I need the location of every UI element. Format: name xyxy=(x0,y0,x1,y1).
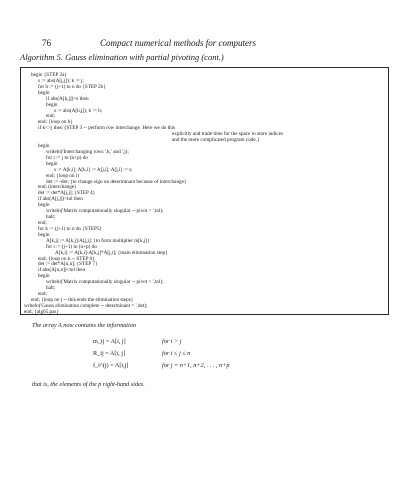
code-line: det := det*A[j,j]; {STEP 4} xyxy=(38,190,96,197)
equation-condition: for i > j xyxy=(162,338,182,345)
code-line: writeln('Interchanging rows ',k,' and ',j); xyxy=(46,148,129,155)
code-line: if k<>j then {STEP 3 -- perform row interchange. Here we do this xyxy=(38,125,176,132)
code-line: end; {loop on k -- STEP 6} xyxy=(38,255,95,262)
code-line: halt; xyxy=(46,285,56,292)
code-line: for i := (j+1) to (n+p) do xyxy=(46,243,97,250)
code-line: det := -det; {to change sign on determinant because of interchange} xyxy=(46,178,187,185)
code-line: writeln('Matrix computationally singular -- pivot < ',tol); xyxy=(46,279,164,286)
running-head: Compact numerical methods for computers xyxy=(100,38,256,48)
equation-lhs: R_ij = A[i, j] xyxy=(93,350,126,357)
algorithm-title: Algorithm 5. Gauss elimination with partial pivoting (cont.) xyxy=(20,52,224,62)
code-line: end; xyxy=(38,220,47,226)
code-line: A[k,j] := A[k,j]/A[j,j]; {to form multiplier m[k,j]} xyxy=(46,237,150,244)
outro-paragraph: that is, the elements of the p right-hand sides. xyxy=(32,381,145,388)
equation-condition: for j = n+1, n+2, . . . , n+p xyxy=(162,362,230,369)
code-line: for k := (j+1) to n do {STEP5} xyxy=(38,225,103,232)
equation-lhs: f_i^(j) = A[i,j] xyxy=(93,362,129,369)
code-line: end; {alg05.pas} xyxy=(24,308,59,315)
code-line: end; (interchange) xyxy=(38,184,76,191)
code-line: and the more complicated program code.} xyxy=(172,137,260,144)
code-line: begin xyxy=(38,202,50,209)
code-line: explicitly and trade time for the space to store indices xyxy=(172,131,284,138)
code-line: s := A[k,i]; A[k,i] := A[j,i]; A[j,i] := s; xyxy=(54,166,133,173)
intro-paragraph: The array A now contains the information xyxy=(32,322,136,329)
code-line: if abs(A[j,j])<tol then xyxy=(38,196,83,203)
code-line: begin {STEP 2a} xyxy=(31,72,67,78)
code-line: for i := j to (n+p) do xyxy=(46,154,88,161)
code-line: begin xyxy=(38,143,50,150)
code-line: s := abs(A[j,j]); k := j; xyxy=(38,77,84,84)
code-line: begin xyxy=(46,101,58,108)
code-line: if abs(A[n,n])<tol then xyxy=(38,267,86,274)
code-line: begin xyxy=(38,273,50,280)
code-line: det := det*A[n,n]; {STEP 7} xyxy=(38,261,98,268)
code-line: end; xyxy=(46,113,55,120)
code-line: halt; xyxy=(46,214,56,221)
code-line: s := abs(A[h,j]); k := h; xyxy=(54,107,103,114)
code-line: end; {loop on j -- this ends the elimination steps} xyxy=(31,296,134,303)
code-line: if abs(A[h,j])>s then xyxy=(46,95,89,102)
code-line: end; {loop on i} xyxy=(46,172,80,179)
code-line: begin xyxy=(38,231,50,238)
code-line: A[k,i] := A[k,i]-A[k,j]*A[j,i]; {main elimination step} xyxy=(55,249,168,256)
code-line: writeln('Gauss elimination complete -- determinant = ',det); xyxy=(24,302,148,309)
code-line: for h := (j+1) to n do {STEP 2b} xyxy=(38,83,106,90)
equation-condition: for i ≤ j ≤ n xyxy=(162,350,191,357)
code-line: end; xyxy=(38,291,47,298)
code-line: end; {loop on h} xyxy=(38,119,73,126)
equation-lhs: m_ij = A[i, j] xyxy=(93,338,126,345)
code-line: begin xyxy=(46,160,58,167)
page-number: 76 xyxy=(42,38,51,48)
code-line: writeln('Matrix computationally singular -- pivot < ',tol); xyxy=(46,208,164,215)
code-line: begin xyxy=(38,89,50,96)
